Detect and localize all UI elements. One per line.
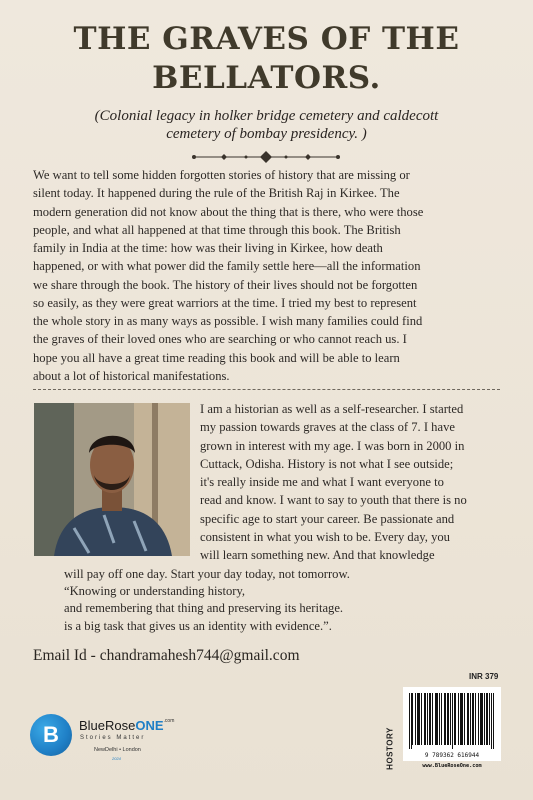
- isbn-barcode: [403, 687, 501, 761]
- intro-line: modern generation did not know about the thing that is there, who were those: [33, 204, 424, 219]
- publisher-name: [79, 718, 174, 733]
- title-line-2: BELLATORS.: [152, 60, 381, 96]
- barcode-bar: [435, 693, 436, 745]
- barcode-bar: [484, 693, 485, 745]
- barcode-bar: [415, 693, 416, 745]
- publisher-website: www.BlueRoseOne.com: [422, 763, 482, 769]
- author-email: Email Id - chandramahesh744@gmail.com: [33, 647, 300, 664]
- isbn-barcode-icon: [403, 687, 501, 761]
- barcode-bar: [419, 693, 420, 745]
- barcode-bar: [460, 693, 461, 745]
- barcode-bar: [448, 693, 449, 745]
- barcode-bar: [424, 693, 425, 745]
- barcode-bar: [445, 693, 446, 745]
- barcode-bar: [444, 693, 445, 745]
- intro-line: family in India at the time: how was their living in Kirkee, how death: [33, 241, 383, 255]
- barcode-bar: [425, 693, 426, 745]
- intro-paragraph: [33, 166, 500, 385]
- title-line-1: THE GRAVES OF THE: [73, 21, 460, 57]
- publisher-cities: NewDelhi • London: [94, 747, 141, 753]
- intro-line: we share through the book. The history of their lives should not be forgotten: [33, 277, 418, 292]
- barcode-bar: [450, 693, 451, 745]
- publisher-tagline: Stories Matter: [80, 735, 146, 741]
- publisher-name-suffix: .com: [163, 718, 175, 724]
- tail-line: is a big task that gives us an identity with evidence.”.: [64, 618, 332, 633]
- section-divider: [33, 389, 500, 390]
- intro-line: happened, or with what power did the family settle here—all the information: [33, 259, 421, 274]
- barcode-bar: [487, 693, 488, 745]
- bluerose-logo-icon: [30, 714, 72, 756]
- intro-line: We want to tell some hidden forgotten stories of history that are missing or: [33, 168, 410, 182]
- barcode-bar: [417, 693, 418, 745]
- barcode-bar: [447, 693, 448, 745]
- barcode-bar: [430, 693, 431, 745]
- barcode-bar: [467, 693, 468, 745]
- bio-continued: [64, 566, 504, 635]
- barcode-bar: [452, 693, 453, 749]
- bio-line: it's really inside me and what I want everyone to: [200, 475, 444, 490]
- bio-line: my passion towards graves at the class of 7. I have: [200, 420, 455, 435]
- barcode-bar: [436, 693, 437, 745]
- publisher-name-accent: ONE: [135, 718, 164, 733]
- tail-line: and remembering that thing and preserving its heritage.: [64, 601, 344, 616]
- bio-line: Cuttack, Odisha. History is not what I see outside;: [200, 456, 454, 471]
- tail-line: will pay off one day. Start your day today, not tomorrow.: [64, 567, 350, 581]
- isbn-digits: 9 789362 616944: [424, 752, 480, 759]
- bio-line: consistent in what you wish to be. Every day, you: [200, 530, 450, 545]
- barcode-bar: [437, 693, 438, 745]
- barcode-bar: [493, 693, 494, 749]
- bio-line: specific age to start your career. Be passionate and: [200, 511, 455, 526]
- flourish-divider-icon: [186, 149, 346, 165]
- genre-label: [378, 723, 402, 777]
- barcode-bar: [464, 693, 465, 745]
- barcode-bar: [473, 693, 474, 745]
- author-bio: [200, 400, 502, 565]
- intro-line: so easily, as they were great warriors at the time. I tried my best to represent: [33, 295, 417, 310]
- intro-line: people, and what all happened at that time through this book. The British: [33, 222, 401, 237]
- barcode-bar: [455, 693, 456, 745]
- intro-line: the whole story in as many ways as possible. I wish many families could find: [33, 314, 423, 328]
- barcode-bar: [441, 693, 442, 745]
- intro-line: hope you all have a great time reading this book and will be able to learn: [33, 350, 400, 365]
- barcode-bar: [481, 693, 482, 745]
- publisher-mark: 2024: [112, 756, 121, 761]
- barcode-bar: [478, 693, 479, 745]
- barcode-bar: [475, 693, 476, 745]
- author-photo: [34, 403, 190, 556]
- barcode-bar: [486, 693, 487, 745]
- barcode-bar: [409, 693, 410, 749]
- bio-line: will learn something new. And that knowledge: [200, 548, 435, 563]
- intro-line: the graves of their loved ones who are searching or who cannot reach us. I: [33, 332, 407, 347]
- intro-line: about a lot of historical manifestations.: [33, 368, 230, 383]
- price-label: INR 379: [469, 672, 499, 681]
- barcode-bar: [482, 693, 483, 745]
- barcode-bar: [411, 693, 412, 749]
- barcode-bar: [458, 693, 459, 745]
- tail-line: “Knowing or understanding history,: [64, 584, 246, 599]
- publisher-name-main: BlueRose: [79, 718, 136, 733]
- subtitle-line-1: (Colonial legacy in holker bridge cemetery and caldecott: [94, 108, 439, 124]
- barcode-bar: [429, 693, 430, 745]
- barcode-bar: [454, 693, 455, 745]
- barcode-bar: [472, 693, 473, 745]
- genre-text: HOSTORY: [385, 727, 395, 770]
- intro-line: silent today. It happened during the rule of the British Raj in Kirkee. The: [33, 186, 400, 201]
- barcode-bar: [418, 693, 419, 745]
- barcode-bar: [468, 693, 469, 745]
- barcode-bar: [461, 693, 462, 745]
- barcode-bar: [470, 693, 471, 745]
- barcode-bar: [439, 693, 440, 745]
- barcode-bar: [432, 693, 433, 745]
- barcode-bar: [412, 693, 413, 745]
- logo-letter: B: [43, 722, 59, 747]
- bio-line: I am a historian as well as a self-researcher. I started: [200, 402, 464, 416]
- publisher-logo: [30, 712, 180, 768]
- bio-line: grown in interest with my age. I was born in 2000 in: [200, 438, 465, 453]
- barcode-bar: [489, 693, 490, 745]
- bio-line: read and know. I want to say to youth that there is no: [200, 493, 467, 508]
- barcode-bar: [480, 693, 481, 745]
- book-title: [0, 20, 533, 98]
- barcode-bar: [462, 693, 463, 745]
- barcode-bar: [427, 693, 428, 745]
- book-subtitle: [40, 107, 493, 143]
- subtitle-line-2: cemetery of bombay presidency. ): [166, 126, 367, 142]
- barcode-bar: [491, 693, 492, 749]
- barcode-bar: [421, 693, 422, 745]
